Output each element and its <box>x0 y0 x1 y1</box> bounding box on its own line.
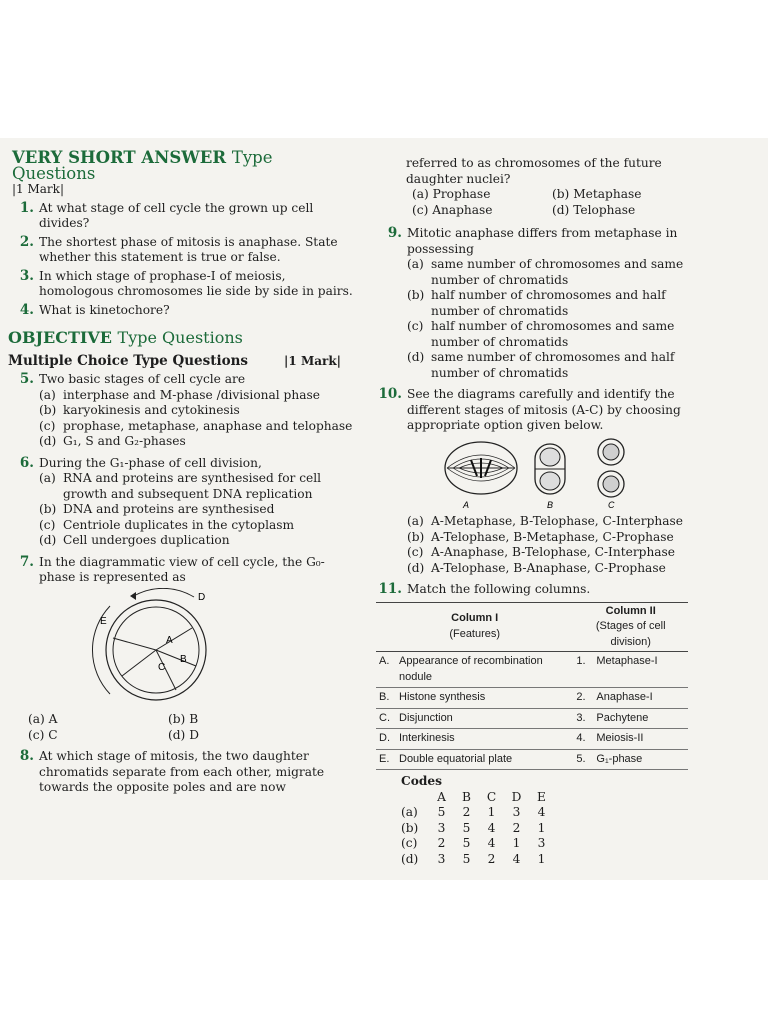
codes-cell: 1 <box>537 851 546 866</box>
option-item <box>39 533 353 549</box>
codes-row <box>401 805 688 821</box>
option-text: prophase, metaphase, anaphase and telophase <box>63 418 353 433</box>
option-letter: (d) <box>39 434 57 448</box>
option-item <box>39 403 353 419</box>
codes-cell: (d) <box>401 851 419 866</box>
label-c: C <box>158 661 166 673</box>
question-7 <box>8 555 353 744</box>
option-text: C <box>48 727 58 742</box>
feature-cell: Double equatorial plate <box>396 749 573 770</box>
option-item <box>39 502 353 518</box>
cell-a-figure <box>445 442 517 494</box>
option-letter: (c) <box>412 202 429 217</box>
very-short-questions <box>8 201 353 319</box>
very-short-question <box>8 235 353 266</box>
options-grid <box>412 187 688 218</box>
codes-cell: (c) <box>401 836 418 850</box>
heading-rest: Type Questions <box>12 148 273 183</box>
divider-line <box>156 628 192 650</box>
divider-line <box>113 638 156 650</box>
column-2-subtitle: (Stages of cell division) <box>595 620 666 648</box>
option-text: DNA and proteins are synthesised <box>63 502 275 516</box>
option-item <box>407 288 688 319</box>
option-text: Telophase <box>573 202 636 217</box>
option-letter: (d) <box>39 533 57 547</box>
option-text: same number of chromosomes and same number of chromatids <box>431 257 684 287</box>
stage-cell: Anaphase-I <box>593 688 688 709</box>
very-short-question <box>8 201 353 232</box>
stage-cell: Meiosis-II <box>593 729 688 750</box>
option-item <box>39 518 353 534</box>
option-letter: (c) <box>39 418 56 433</box>
stage-cell: G₁-phase <box>593 749 688 770</box>
very-short-question <box>8 303 353 319</box>
heading-rest: Type Questions <box>117 328 243 347</box>
option-item <box>407 319 688 350</box>
option-letter: (a) <box>412 187 429 201</box>
options-list <box>39 471 353 549</box>
question-10 <box>376 387 688 576</box>
arrow-head <box>130 592 136 600</box>
question-number: 10. <box>378 386 402 402</box>
question-8 <box>8 749 353 796</box>
very-short-question <box>8 269 353 300</box>
codes-cell: (b) <box>401 820 419 835</box>
option-text: half number of chromosomes and same number of chromatids <box>431 319 675 349</box>
option-letter: (a) <box>39 387 56 402</box>
label-d: D <box>198 591 206 603</box>
option-letter: (c) <box>28 727 45 742</box>
table-row <box>376 688 688 709</box>
codes-cell: 1 <box>487 805 496 819</box>
question-text: Mitotic anaphase differs from metaphase in possessing <box>407 226 678 256</box>
table-row <box>376 652 688 688</box>
codes-cell: 4 <box>512 851 521 866</box>
option-letter: (d) <box>168 727 186 742</box>
options-list <box>407 514 688 576</box>
row-number: 4. <box>573 729 593 750</box>
match-table <box>376 602 688 771</box>
stage-cell: Pachytene <box>593 708 688 729</box>
option-text: A-Telophase, B-Metaphase, C-Prophase <box>431 529 674 544</box>
question-number: 11. <box>378 581 402 597</box>
option-item <box>28 728 168 744</box>
table-row <box>376 749 688 770</box>
codes-cell: (a) <box>401 805 418 819</box>
d-arrow-arc <box>132 588 194 597</box>
question-5 <box>8 372 353 450</box>
codes-cell: 4 <box>537 805 546 819</box>
codes-cell: 3 <box>512 805 521 819</box>
column-1-subtitle: (Features) <box>449 627 501 640</box>
option-item <box>168 712 308 728</box>
column-1-title: Column I <box>451 612 499 625</box>
row-key: E. <box>376 749 396 770</box>
codes-cell: B <box>462 789 471 804</box>
option-text: A <box>48 712 58 726</box>
column-1-header <box>376 602 573 652</box>
codes-row <box>401 821 688 837</box>
option-letter: (b) <box>407 529 425 544</box>
codes-row <box>401 836 688 852</box>
label-c: C <box>608 499 615 510</box>
label-b: B <box>180 653 187 665</box>
cell-cycle-diagram <box>48 588 353 709</box>
feature-cell: Appearance of recombination nodule <box>396 652 573 688</box>
option-item <box>407 561 688 577</box>
row-key: B. <box>376 688 396 709</box>
question-text: During the G₁-phase of cell division, <box>39 455 262 470</box>
codes-cell: 1 <box>512 836 521 850</box>
option-letter: (d) <box>407 350 425 364</box>
option-text: Prophase <box>432 187 491 201</box>
feature-cell: Interkinesis <box>396 729 573 750</box>
table-row <box>376 729 688 750</box>
option-item <box>407 257 688 288</box>
option-text: A-Anaphase, B-Telophase, C-Interphase <box>431 545 676 559</box>
option-letter: (c) <box>39 517 56 532</box>
question-text: In the diagrammatic view of cell cycle, the G₀-phase is represented as <box>39 554 325 584</box>
option-letter: (d) <box>552 202 570 217</box>
option-text: B <box>189 712 199 726</box>
option-letter: (c) <box>407 545 424 559</box>
left-column <box>8 150 353 796</box>
stage-cell: Metaphase-I <box>593 652 688 688</box>
option-letter: (c) <box>407 319 424 333</box>
cell-c-figure <box>598 439 624 497</box>
option-letter: (a) <box>407 514 424 528</box>
option-text: karyokinesis and cytokinesis <box>63 403 240 417</box>
option-letter: (b) <box>552 187 570 201</box>
question-text: At what stage of cell cycle the grown up cell divides? <box>39 200 314 230</box>
codes-grid <box>401 790 688 868</box>
heading-bold: OBJECTIVE <box>8 328 112 347</box>
option-text: A-Metaphase, B-Telophase, C-Interphase <box>431 514 683 528</box>
option-text: Metaphase <box>573 187 642 201</box>
question-number: 4. <box>19 301 34 318</box>
divider-line <box>122 650 156 676</box>
objective-heading <box>8 330 353 346</box>
question-number: 1. <box>19 199 34 216</box>
option-text: Centriole duplicates in the cytoplasm <box>63 517 295 532</box>
marks-label: |1 Mark| <box>12 182 64 196</box>
option-item <box>552 187 692 203</box>
option-letter: (b) <box>407 288 425 302</box>
codes-cell: 4 <box>487 820 496 835</box>
option-item <box>407 530 688 546</box>
codes-cell: 5 <box>437 805 446 819</box>
codes-cell: 2 <box>512 820 521 835</box>
question-number: 6. <box>19 454 34 471</box>
question-text: Match the following columns. <box>407 582 591 596</box>
option-text: Cell undergoes duplication <box>63 533 230 547</box>
option-text: interphase and M-phase /divisional phase <box>63 387 320 402</box>
option-text: G₁, S and G₂-phases <box>63 434 186 448</box>
option-text: RNA and proteins are synthesised for cell growth and subsequent DNA replication <box>63 471 322 501</box>
option-text: Anaphase <box>432 202 493 217</box>
option-text: half number of chromosomes and half number of chromatids <box>431 288 666 318</box>
question-number: 5. <box>19 371 34 387</box>
codes-cell: 2 <box>437 836 446 850</box>
match-table-body <box>376 652 688 770</box>
option-letter: (a) <box>407 257 424 271</box>
question-number: 9. <box>387 225 402 241</box>
question-number: 7. <box>19 553 34 570</box>
option-text: A-Telophase, B-Anaphase, C-Prophase <box>431 560 666 575</box>
option-letter: (b) <box>39 502 57 516</box>
codes-block <box>401 774 688 867</box>
codes-cell: 5 <box>462 820 471 835</box>
option-item <box>168 728 308 744</box>
codes-cell: 5 <box>462 851 471 866</box>
feature-cell: Disjunction <box>396 708 573 729</box>
question-text: At which stage of mitosis, the two daughter chromatids separate from each other, migrate towards the opposite poles and are now <box>39 749 325 794</box>
codes-cell: 5 <box>462 836 471 850</box>
label-e: E <box>100 615 107 627</box>
option-item <box>39 471 353 502</box>
right-column <box>376 156 688 867</box>
row-number: 3. <box>573 708 593 729</box>
question-text: The shortest phase of mitosis is anaphase. State whether this statement is true or false. <box>39 234 338 264</box>
codes-cell: D <box>511 789 522 804</box>
codes-cell: 3 <box>437 820 446 835</box>
mitosis-diagrams <box>401 438 688 515</box>
mcq-subheading <box>8 354 353 370</box>
codes-cell: 2 <box>487 851 496 866</box>
option-item <box>412 187 552 203</box>
codes-title: Codes <box>401 774 442 788</box>
options-list <box>407 257 688 381</box>
row-number: 5. <box>573 749 593 770</box>
codes-row <box>401 790 688 806</box>
question-text: What is kinetochore? <box>39 302 170 317</box>
table-header-row <box>376 602 688 652</box>
cell-b-figure <box>535 444 565 494</box>
option-letter: (d) <box>407 560 425 575</box>
label-b: B <box>547 499 554 510</box>
option-text: same number of chromosomes and half number of chromatids <box>431 350 675 380</box>
column-2-header <box>573 602 688 652</box>
option-text: D <box>189 727 199 742</box>
option-letter: (b) <box>39 403 57 417</box>
codes-cell: 3 <box>537 836 546 850</box>
option-item <box>412 203 552 219</box>
question-text: In which stage of prophase-I of meiosis, homologous chromosomes lie side by side in pairs. <box>39 268 353 298</box>
option-letter: (a) <box>28 712 45 726</box>
codes-cell: 2 <box>462 805 471 819</box>
option-letter: (b) <box>168 712 186 726</box>
codes-cell: C <box>486 789 497 804</box>
table-row <box>376 708 688 729</box>
question-number: 2. <box>19 233 34 250</box>
option-letter: (a) <box>39 471 56 485</box>
row-key: C. <box>376 708 396 729</box>
option-item <box>407 514 688 530</box>
column-2-title: Column II <box>605 604 656 617</box>
cell-cycle-svg <box>48 588 248 704</box>
mcq-marks-label: |1 Mark| <box>284 353 341 368</box>
codes-cell: 1 <box>537 820 546 835</box>
option-item <box>552 203 692 219</box>
question-number: 3. <box>19 267 34 284</box>
codes-cell <box>401 790 429 806</box>
options-list <box>39 388 353 450</box>
codes-cell: E <box>537 789 546 804</box>
heading-bold: VERY SHORT ANSWER <box>12 148 227 167</box>
question-9 <box>376 226 688 381</box>
row-number: 2. <box>573 688 593 709</box>
codes-cell: A <box>437 789 446 804</box>
very-short-answer-heading <box>12 150 353 181</box>
label-a: A <box>166 634 173 646</box>
row-key: A. <box>376 652 396 688</box>
option-item <box>407 350 688 381</box>
option-item <box>39 434 353 450</box>
label-a: A <box>463 499 470 510</box>
question-text: See the diagrams carefully and identify the different stages of mitosis (A-C) by choosing appropriate option given below. <box>407 387 681 432</box>
question-8-continued: referred to as chromosomes of the future daughter nuclei? <box>406 156 662 186</box>
mitosis-svg <box>401 438 641 510</box>
codes-cell: 4 <box>487 836 496 850</box>
question-11 <box>376 582 688 867</box>
option-item <box>39 388 353 404</box>
option-item <box>39 419 353 435</box>
options-grid <box>28 712 353 743</box>
option-item <box>407 545 688 561</box>
question-text: Two basic stages of cell cycle are <box>39 372 246 386</box>
question-6 <box>8 456 353 549</box>
feature-cell: Histone synthesis <box>396 688 573 709</box>
codes-row <box>401 852 688 868</box>
row-number: 1. <box>573 652 593 688</box>
mcq-subheading-text: Multiple Choice Type Questions <box>8 352 248 369</box>
question-number: 8. <box>19 748 34 764</box>
option-item <box>28 712 168 728</box>
codes-cell: 3 <box>437 851 446 866</box>
row-key: D. <box>376 729 396 750</box>
